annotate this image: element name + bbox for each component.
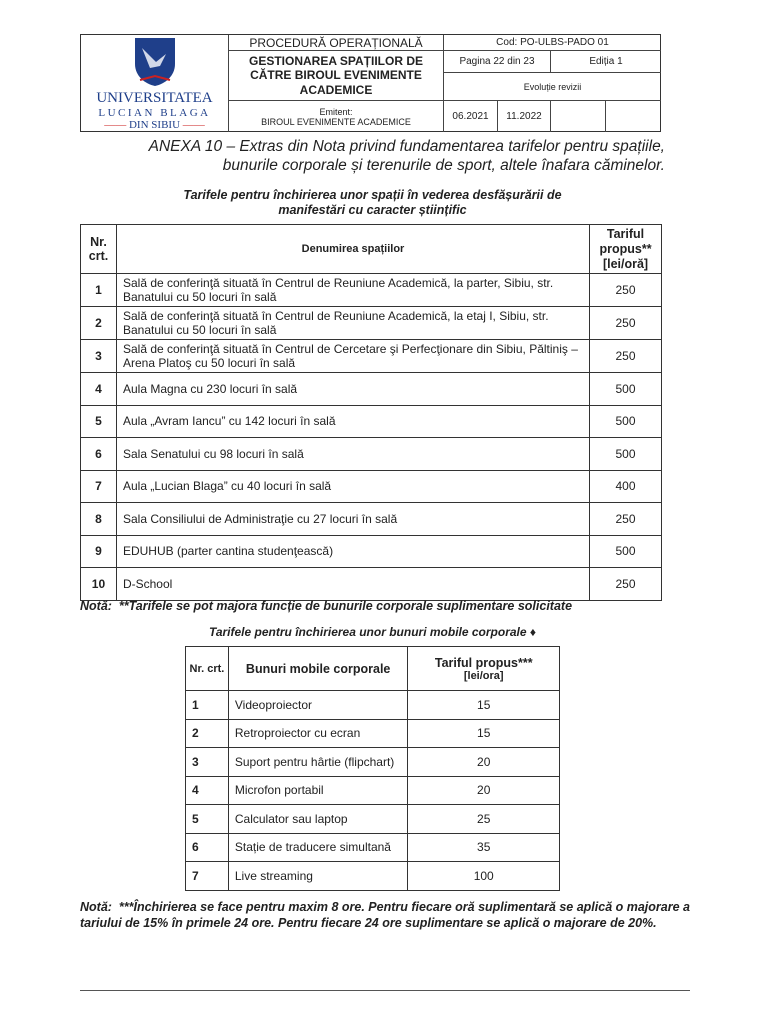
page-number: Pagina 22 din 23 bbox=[444, 51, 551, 73]
table-row bbox=[81, 405, 662, 438]
edition: Ediția 1 bbox=[551, 51, 661, 73]
row-number: 10 bbox=[81, 568, 117, 601]
table-row bbox=[81, 503, 662, 536]
row-number: 8 bbox=[81, 503, 117, 536]
footer-divider bbox=[80, 990, 690, 991]
table-row bbox=[186, 719, 560, 748]
row-tariff: 500 bbox=[590, 405, 662, 438]
row-number: 7 bbox=[81, 470, 117, 503]
row-name: Sala Senatului cu 98 locuri în sală bbox=[116, 438, 589, 471]
table-row bbox=[81, 438, 662, 471]
row-number: 1 bbox=[81, 274, 117, 307]
table-row bbox=[81, 274, 662, 307]
table-row bbox=[186, 776, 560, 805]
table-row bbox=[81, 535, 662, 568]
row-name: Suport pentru hârtie (flipchart) bbox=[228, 748, 408, 777]
eagle-shield-icon bbox=[132, 36, 178, 88]
row-number: 4 bbox=[186, 776, 229, 805]
row-name: Stație de traducere simultană bbox=[228, 833, 408, 862]
row-number: 3 bbox=[81, 340, 117, 373]
table2-title: Tarifele pentru închirierea unor bunuri mobile corporale ♦ bbox=[208, 625, 537, 639]
row-name: Sală de conferinţă situată în Centrul de Reuniune Academică, la etaj I, Sibiu, str. Banatului cu 50 locuri în sală bbox=[116, 307, 589, 340]
table1-title: Tarifele pentru închirierea unor spații în vederea desfășurării de manifestări cu caracter științific bbox=[183, 188, 562, 217]
spaces-tariff-table bbox=[80, 224, 662, 601]
row-tariff: 500 bbox=[590, 438, 662, 471]
university-logo: UNIVERSITATEA LUCIAN BLAGA —— DIN SIBIU —— bbox=[81, 35, 229, 132]
row-tariff: 250 bbox=[590, 568, 662, 601]
row-number: 5 bbox=[186, 805, 229, 834]
row-tariff: 20 bbox=[408, 776, 560, 805]
row-tariff: 250 bbox=[590, 340, 662, 373]
col-goods: Bunuri mobile corporale bbox=[228, 647, 408, 691]
table-row bbox=[186, 805, 560, 834]
row-name: D-School bbox=[116, 568, 589, 601]
row-name: Live streaming bbox=[228, 862, 408, 891]
university-city: DIN SIBIU bbox=[128, 119, 181, 131]
row-number: 9 bbox=[81, 535, 117, 568]
revision-empty-2 bbox=[606, 101, 661, 132]
row-number: 3 bbox=[186, 748, 229, 777]
row-name: Aula Magna cu 230 locuri în sală bbox=[116, 373, 589, 406]
procedure-label: PROCEDURĂ OPERAȚIONALĂ bbox=[229, 35, 444, 51]
col-tariff: Tariful propus** [lei/oră] bbox=[590, 225, 662, 274]
row-tariff: 250 bbox=[590, 307, 662, 340]
col-nr: Nr. crt. bbox=[81, 225, 117, 274]
revisions-label: Evoluție revizii bbox=[444, 73, 661, 101]
row-number: 2 bbox=[81, 307, 117, 340]
row-number: 1 bbox=[186, 691, 229, 720]
row-name: Retroproiector cu ecran bbox=[228, 719, 408, 748]
row-name: Sala Consiliului de Administraţie cu 27 locuri în sală bbox=[116, 503, 589, 536]
row-name: Aula „Avram Iancu” cu 142 locuri în sală bbox=[116, 405, 589, 438]
row-number: 4 bbox=[81, 373, 117, 406]
row-number: 6 bbox=[186, 833, 229, 862]
row-name: Calculator sau laptop bbox=[228, 805, 408, 834]
col-nr: Nr. crt. bbox=[186, 647, 229, 691]
col-tariff: Tariful propus*** [lei/ora] bbox=[408, 647, 560, 691]
row-name: Videoproiector bbox=[228, 691, 408, 720]
row-name: Sală de conferinţă situată în Centrul de Reuniune Academică, la parter, Sibiu, str. Banatului cu 50 locuri în sală bbox=[116, 274, 589, 307]
table-row bbox=[81, 373, 662, 406]
table-row bbox=[81, 568, 662, 601]
row-tariff: 100 bbox=[408, 862, 560, 891]
table2-note: Notă: ***Închirierea se face pentru maxim 8 ore. Pentru fiecare oră suplimentară se aplică o majorare a tariului de 15% în primele 24 ore. Pentru fiecare 24 ore suplimentare se aplică o majorare de 20%. bbox=[80, 900, 694, 930]
row-name: Sală de conferinţă situată în Centrul de Cercetare şi Perfecţionare din Sibiu, Păltiniş – Arena Platoş cu 50 locuri în sală bbox=[116, 340, 589, 373]
col-name: Denumirea spațiilor bbox=[116, 225, 589, 274]
row-tariff: 25 bbox=[408, 805, 560, 834]
table-row bbox=[81, 470, 662, 503]
row-number: 2 bbox=[186, 719, 229, 748]
table-row bbox=[81, 340, 662, 373]
row-name: Microfon portabil bbox=[228, 776, 408, 805]
row-tariff: 250 bbox=[590, 503, 662, 536]
table-row bbox=[186, 748, 560, 777]
row-number: 6 bbox=[81, 438, 117, 471]
row-tariff: 15 bbox=[408, 691, 560, 720]
row-tariff: 35 bbox=[408, 833, 560, 862]
table-row bbox=[186, 691, 560, 720]
row-tariff: 20 bbox=[408, 748, 560, 777]
row-number: 7 bbox=[186, 862, 229, 891]
revision-empty-1 bbox=[551, 101, 606, 132]
table1-note: Notă: **Tarifele se pot majora funcție de bunurile corporale suplimentare solicitate bbox=[80, 599, 573, 613]
row-number: 5 bbox=[81, 405, 117, 438]
row-tariff: 250 bbox=[590, 274, 662, 307]
row-tariff: 500 bbox=[590, 373, 662, 406]
procedure-title: GESTIONAREA SPAȚIILOR DE CĂTRE BIROUL EVENIMENTE ACADEMICE bbox=[229, 51, 444, 101]
row-tariff: 400 bbox=[590, 470, 662, 503]
row-name: Aula „Lucian Blaga” cu 40 locuri în sală bbox=[116, 470, 589, 503]
revision-date-1: 06.2021 bbox=[444, 101, 498, 132]
table-row bbox=[81, 307, 662, 340]
goods-tariff-table bbox=[185, 646, 560, 891]
issuer-cell: Emitent: BIROUL EVENIMENTE ACADEMICE bbox=[229, 101, 444, 132]
table-row bbox=[186, 862, 560, 891]
row-tariff: 15 bbox=[408, 719, 560, 748]
document-header bbox=[80, 34, 661, 132]
row-tariff: 500 bbox=[590, 535, 662, 568]
row-name: EDUHUB (parter cantina studenţească) bbox=[116, 535, 589, 568]
annex-title: ANEXA 10 – Extras din Nota privind fundamentarea tarifelor pentru spațiile, bunurile corporale și terenurile de sport, altele înafara căminelor. bbox=[148, 138, 665, 174]
revision-date-2: 11.2022 bbox=[498, 101, 551, 132]
document-code: Cod: PO-ULBS-PADO 01 bbox=[444, 35, 661, 51]
table-row bbox=[186, 833, 560, 862]
